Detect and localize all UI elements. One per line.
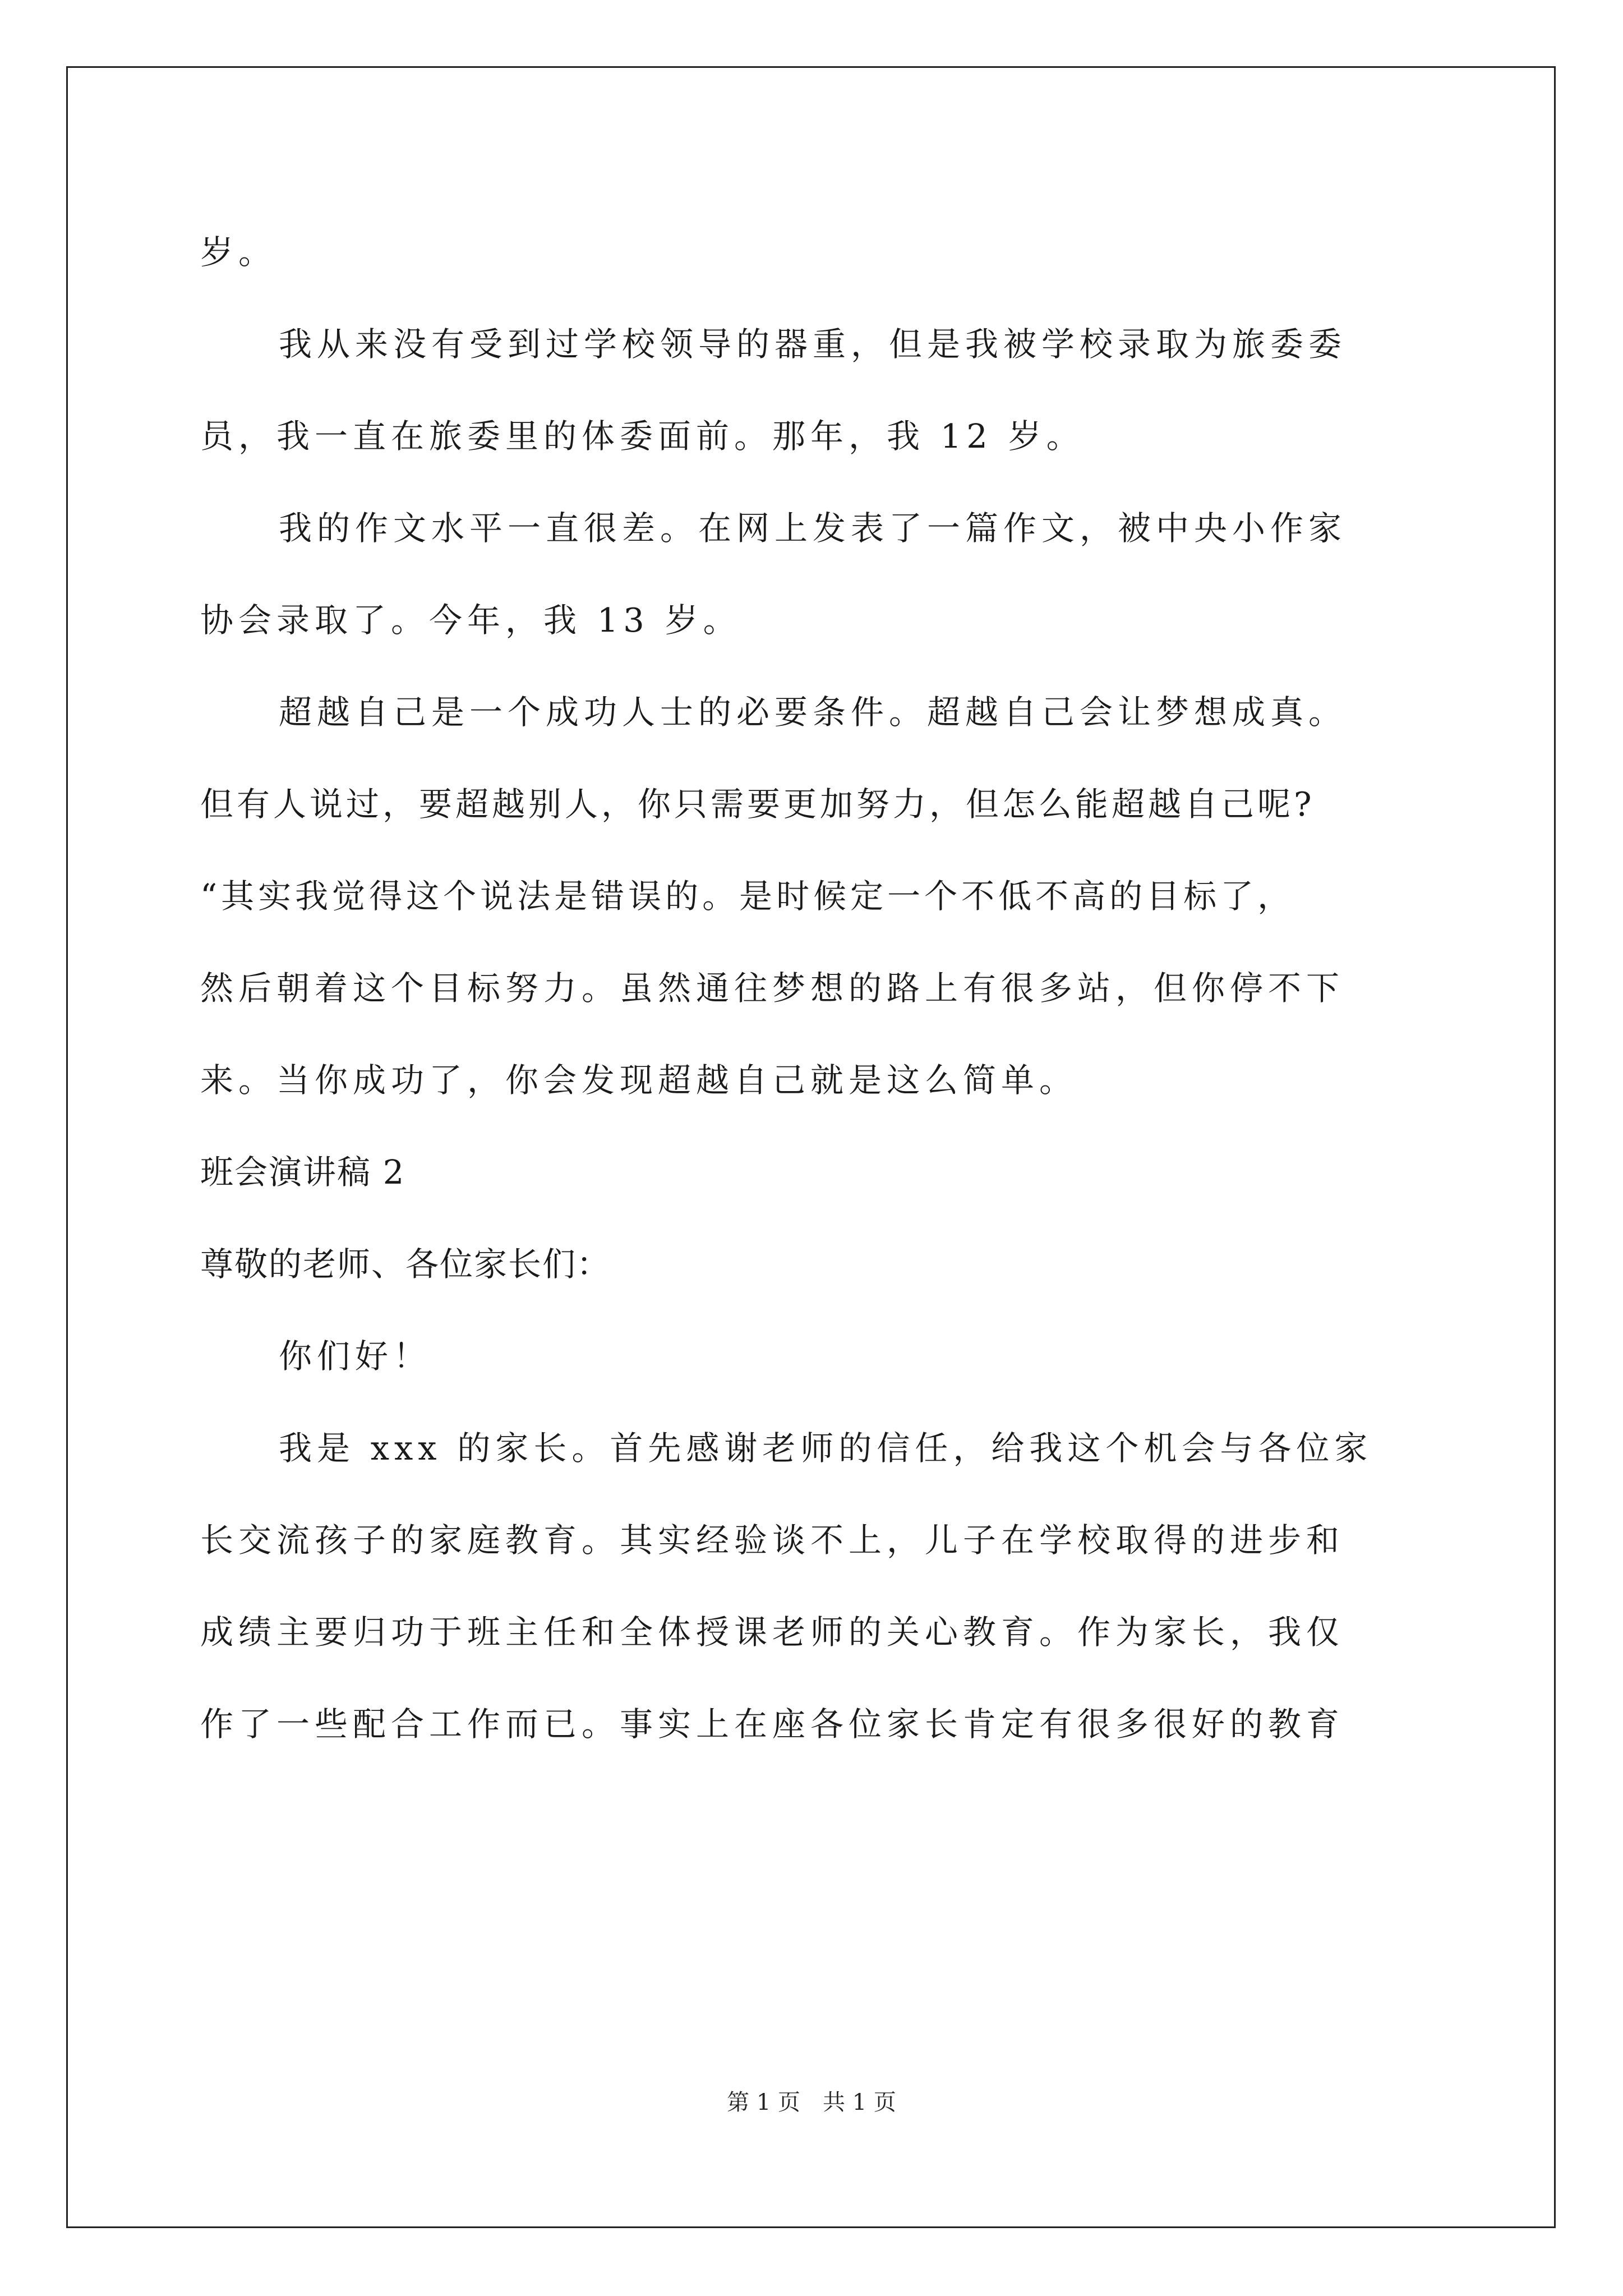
salutation: 尊敬的老师、各位家长们： xyxy=(200,1245,611,1283)
body-line: “其实我觉得这个说法是错误的。是时候定一个不低不高的目标了， xyxy=(200,877,1295,915)
paragraph-line: 我是 xxx 的家长。首先感谢老师的信任，给我这个机会与各位家 xyxy=(279,1429,1373,1467)
body-line: 然后朝着这个目标努力。虽然通往梦想的路上有很多站，但你停不下 xyxy=(200,969,1345,1007)
body-line: 来。当你成功了，你会发现超越自己就是这么简单。 xyxy=(200,1061,1078,1099)
page-border xyxy=(66,66,1556,2228)
paragraph-line: 超越自己是一个成功人士的必要条件。超越自己会让梦想成真。 xyxy=(279,693,1347,731)
body-line: 协会录取了。今年，我 13 岁。 xyxy=(200,601,741,639)
page-number-footer: 第 1 页 共 1 页 xyxy=(727,2090,896,2115)
greeting: 你们好！ xyxy=(279,1337,432,1375)
body-line: 长交流孩子的家庭教育。其实经验谈不上，儿子在学校取得的进步和 xyxy=(200,1521,1345,1559)
body-line: 但有人说过，要超越别人，你只需要更加努力，但怎么能超越自己呢? xyxy=(200,785,1315,823)
body-line: 员，我一直在旅委里的体委面前。那年，我 12 岁。 xyxy=(200,417,1085,455)
paragraph-line: 我的作文水平一直很差。在网上发表了一篇作文，被中央小作家 xyxy=(279,509,1347,547)
body-line: 岁。 xyxy=(200,233,277,272)
paragraph-line: 我从来没有受到过学校领导的器重，但是我被学校录取为旅委委 xyxy=(279,325,1347,364)
body-line: 成绩主要归功于班主任和全体授课老师的关心教育。作为家长，我仅 xyxy=(200,1613,1345,1651)
body-line: 作了一些配合工作而已。事实上在座各位家长肯定有很多很好的教育 xyxy=(200,1705,1345,1743)
section-heading: 班会演讲稿 2 xyxy=(200,1153,405,1191)
